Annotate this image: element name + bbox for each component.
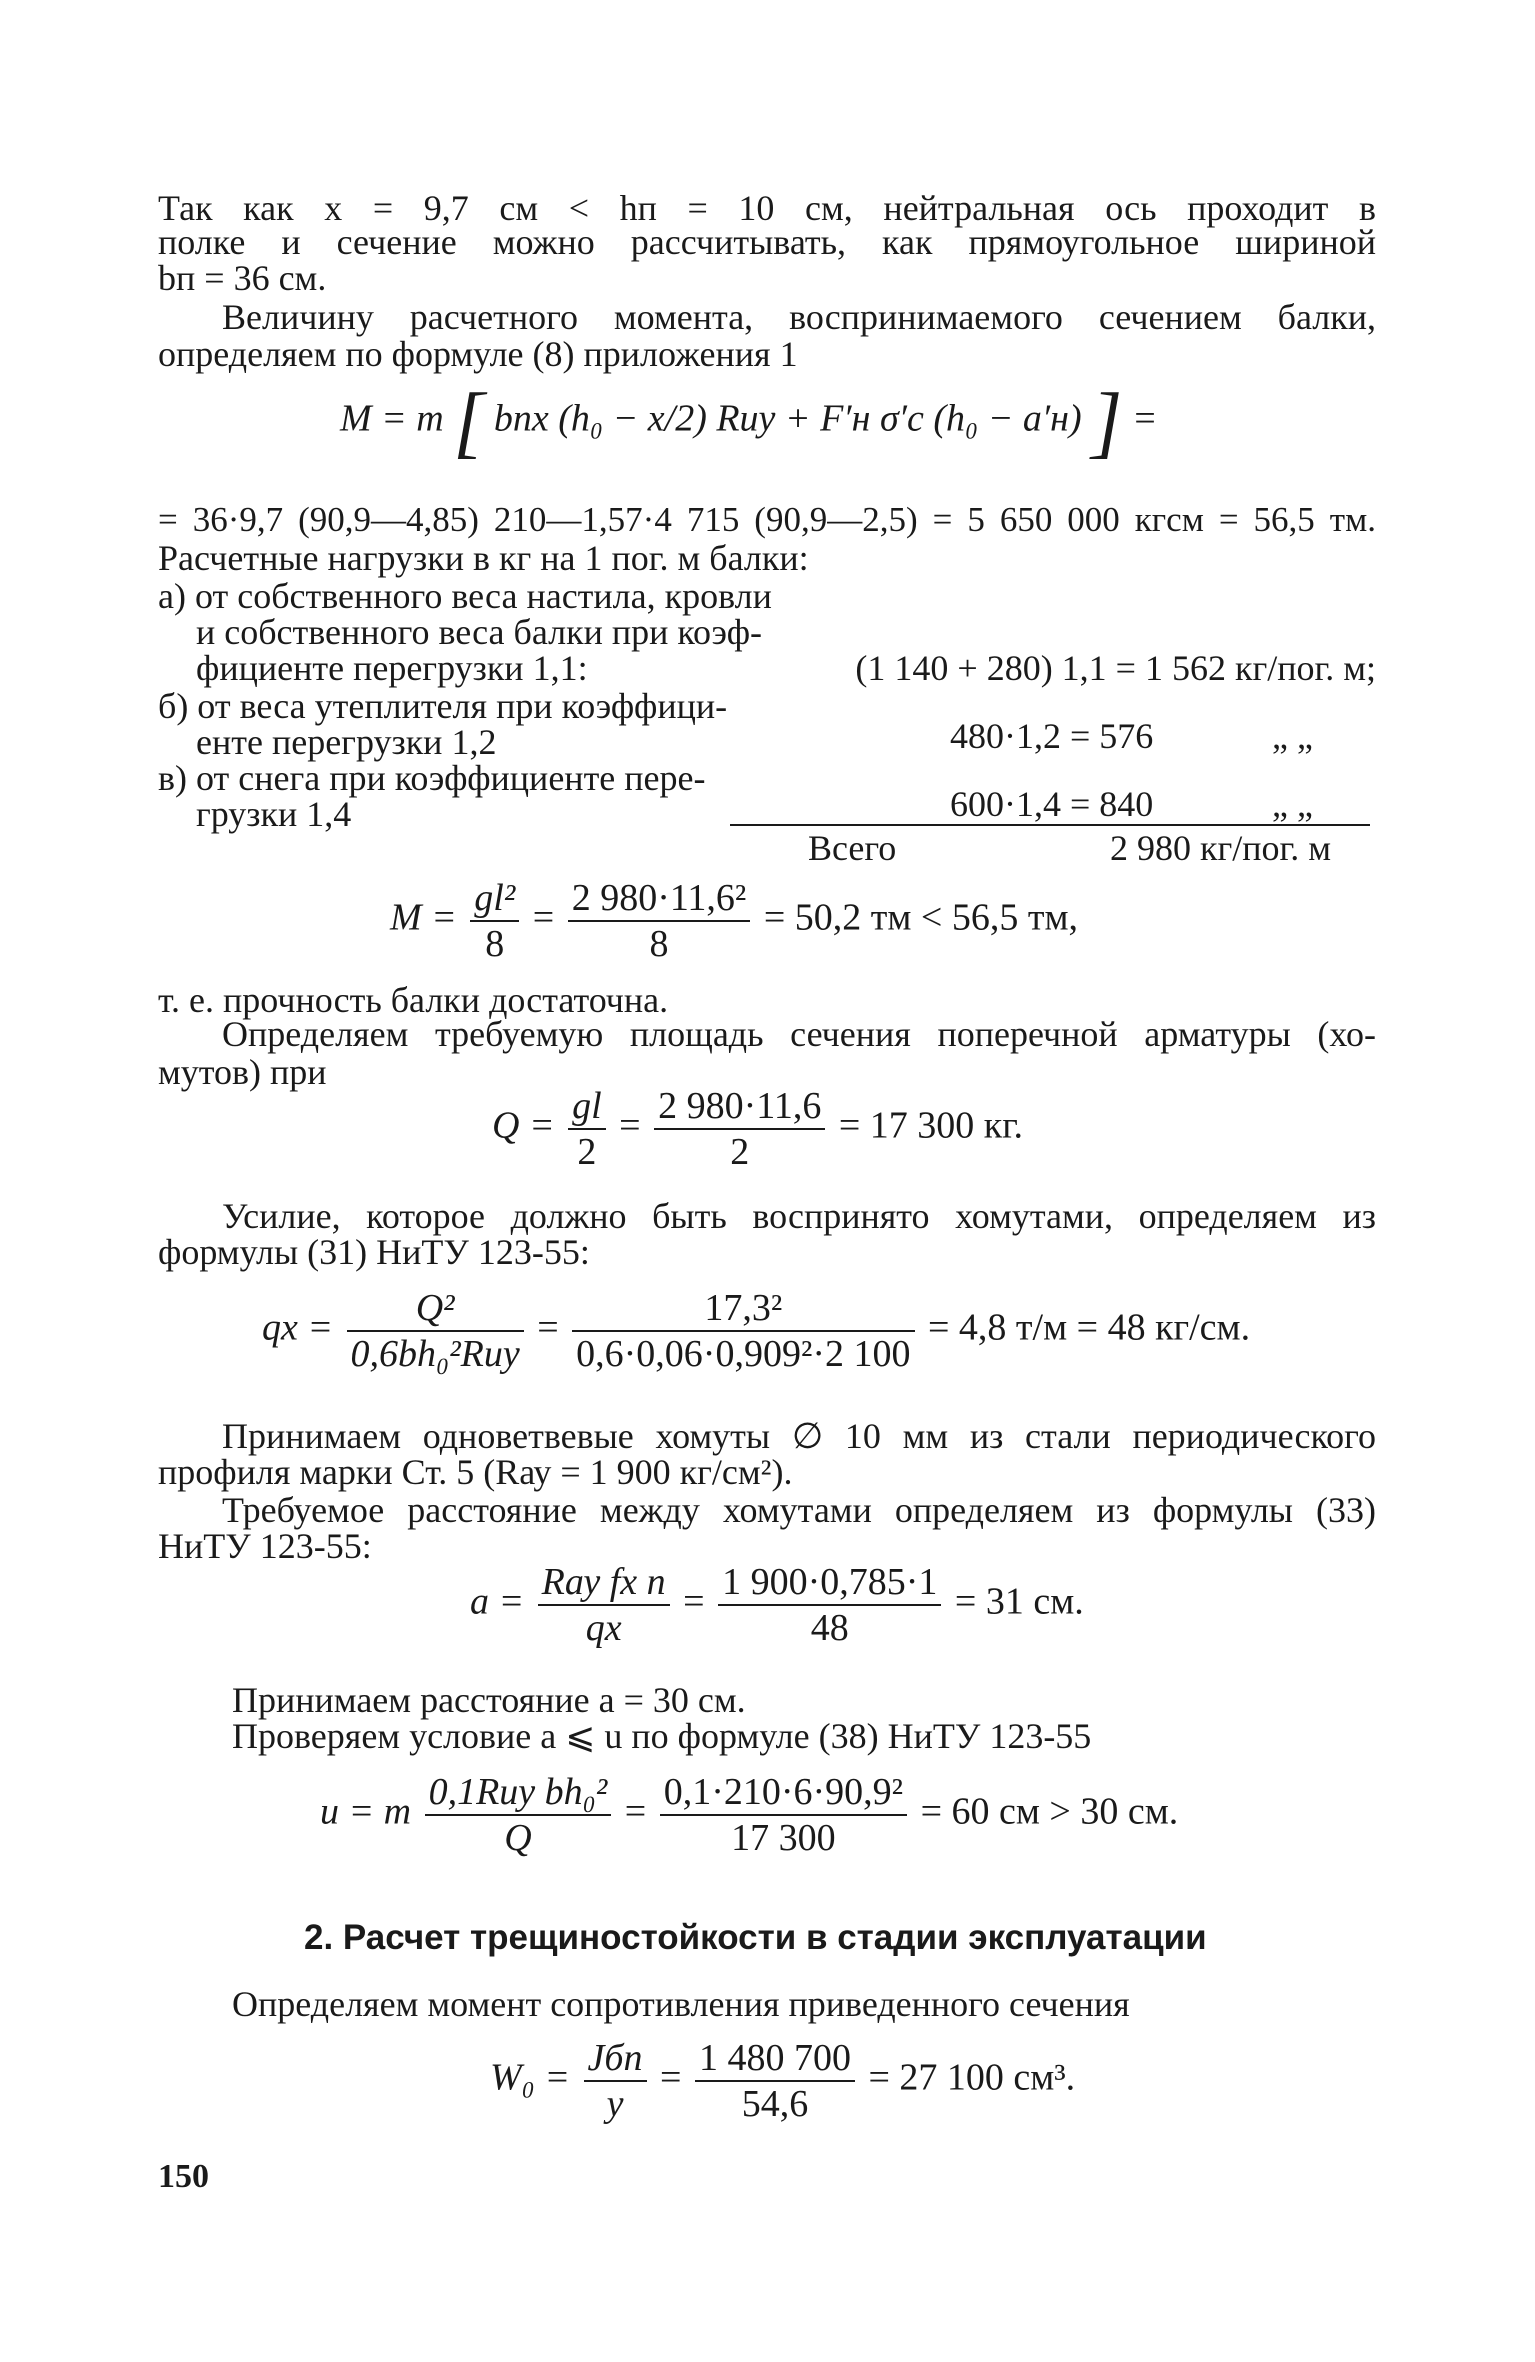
- denominator: qх: [585, 1607, 622, 1649]
- denominator: 8: [485, 923, 505, 965]
- eq-rhs: = 4,8 т/м = 48 кг/см.: [928, 1306, 1251, 1349]
- equation-a: a = $\frac{\text{Rау fх n}}{qх}$ = $\frac{1 900\cdot 0,785\cdot 1}{48}$ = 31 см.: [470, 1561, 1084, 1649]
- denominator: 0,6·0,06·0,909²·2 100: [576, 1333, 911, 1375]
- text-line: Усилие, которое должно быть воспринято хомутами, определяем из: [222, 1196, 1376, 1236]
- fraction: [654, 1084, 825, 1174]
- text-line: Так как x = 9,7 см < hп = 10 см, нейтральная ось проходит в: [158, 188, 1376, 228]
- text-line: Принимаем одноветвевые хомуты ∅ 10 мм из стали периодического: [222, 1416, 1376, 1456]
- load-c-line1: в) от снега при коэффициенте пере-: [158, 758, 706, 798]
- load-a-value: (1 140 + 280) 1,1 = 1 562 кг/пог. м;: [855, 648, 1376, 688]
- load-b-value: 480·1,2 = 576: [950, 716, 1154, 756]
- numerator: gl: [568, 1084, 606, 1130]
- section-heading: 2. Расчет трещиностойкости в стадии эксплуатации: [304, 1918, 1207, 1957]
- fraction: [347, 1286, 524, 1376]
- eq-lhs: qх =: [262, 1306, 334, 1349]
- eq-body: bпx (h₀ − x/2) Rиу + F′н σ′с (h₀ − a′н): [493, 397, 1082, 440]
- equation-W: W₀ = $\frac{\text{Jбп}}{y}$ = $\frac{1 480 700}{54,6}$ = 27 100 см³.: [490, 2037, 1076, 2125]
- numerator: Q²: [347, 1286, 524, 1332]
- bracket-close: ]: [1091, 378, 1123, 466]
- equation-Q: Q = $\frac{gl}{2}$ = $\frac{2 980\cdot 11,6}{2}$ = 17 300 кг.: [492, 1085, 1024, 1173]
- denominator: 8: [649, 923, 669, 965]
- eq-lhs: Q =: [492, 1104, 555, 1147]
- equation-M: M = $\frac{\text{gl²}}{8}$ = $\frac{\text{2 980·11,6²}}{8}$ = 50,2 тм < 56,5 тм,: [390, 877, 1078, 965]
- eq-rhs: = 17 300 кг.: [838, 1104, 1024, 1147]
- eq-lhs: a =: [470, 1580, 525, 1623]
- eq-lhs: M = m: [340, 397, 444, 440]
- eq-rhs: = 27 100 см³.: [868, 2056, 1076, 2099]
- numerator: 1 480 700: [695, 2036, 855, 2082]
- denominator: 2: [730, 1131, 750, 1173]
- denominator: 48: [810, 1607, 849, 1649]
- equation-moment-result: = 36·9,7 (90,9—4,85) 210—1,57·4 715 (90,9—2,5) = 5 650 000 кгсм = 56,5 тм.: [158, 500, 1376, 539]
- numerator: 17,3²: [572, 1286, 914, 1332]
- eq-lhs: u = m: [320, 1790, 412, 1833]
- text-line: т. е. прочность балки достаточна.: [158, 980, 669, 1020]
- eq-rhs: = 60 см > 30 см.: [920, 1790, 1179, 1833]
- text-line: профиля марки Ст. 5 (Rау = 1 900 кг/см²).: [158, 1452, 793, 1492]
- eq-rhs: = 31 см.: [954, 1580, 1084, 1623]
- text-line: Проверяем условие a ⩽ u по формуле (38) НиТУ 123-55: [232, 1716, 1092, 1756]
- text-line: мутов) при: [158, 1052, 327, 1092]
- text-line: Определяем требуемую площадь сечения поперечной арматуры (хо-: [222, 1014, 1376, 1054]
- denominator: 17 300: [731, 1817, 836, 1859]
- denominator: y: [606, 2083, 624, 2125]
- loads-intro: Расчетные нагрузки в кг на 1 пог. м балки:: [158, 538, 809, 578]
- ditto-mark: „ „: [1272, 784, 1313, 824]
- denominator: 2: [577, 1131, 597, 1173]
- numerator: Jбп: [584, 2036, 647, 2082]
- numerator: Rау fх n: [538, 1560, 670, 1606]
- fraction: [584, 2036, 647, 2126]
- total-label: Всего: [808, 828, 897, 868]
- equation-moment: [340, 378, 1158, 466]
- text-line: полке и сечение можно рассчитывать, как прямоугольное шириной: [158, 222, 1376, 262]
- numerator: 0,1Rиу bh₀²: [425, 1770, 612, 1816]
- eq-lhs: W₀ =: [490, 2056, 571, 2099]
- text-line: Определяем момент сопротивления приведенного сечения: [232, 1984, 1130, 2024]
- numerator: gl²: [470, 876, 519, 922]
- bracket-open: [: [453, 378, 485, 466]
- numerator: 2 980·11,6²: [568, 876, 751, 922]
- fraction: [568, 1084, 606, 1174]
- load-a-line3: фициенте перегрузки 1,1:: [196, 648, 588, 688]
- fraction: [660, 1770, 907, 1860]
- ditto-mark: „ „: [1272, 716, 1313, 756]
- sum-rule: [730, 824, 1370, 826]
- text-line: НиТУ 123-55:: [158, 1526, 372, 1566]
- load-a-line2: и собственного веса балки при коэф-: [196, 612, 763, 652]
- fraction: [572, 1286, 914, 1376]
- total-value: 2 980 кг/пог. м: [1110, 828, 1332, 868]
- denominator: 0,6bh₀²Rиу: [350, 1333, 520, 1375]
- fraction: [718, 1560, 941, 1650]
- text-line: Величину расчетного момента, воспринимаемого сечением балки,: [222, 297, 1376, 337]
- eq-lhs: M =: [390, 896, 457, 939]
- equation-u: u = m $\frac{\text{0,1Rиу bh₀²}}{Q}$ = $\frac{\text{0,1·210·6·90,9²}}{17 300}$ = 60 см > 30 см.: [320, 1771, 1179, 1859]
- fraction: [695, 2036, 855, 2126]
- page-number: 150: [158, 2158, 209, 2195]
- numerator: 0,1·210·6·90,9²: [660, 1770, 907, 1816]
- numerator: 2 980·11,6: [654, 1084, 825, 1130]
- text-line: определяем по формуле (8) приложения 1: [158, 334, 798, 374]
- eq-rhs: = 50,2 тм < 56,5 тм,: [763, 896, 1078, 939]
- text-line: Принимаем расстояние a = 30 см.: [232, 1680, 746, 1720]
- text-line: Требуемое расстояние между хомутами определяем из формулы (33): [222, 1490, 1376, 1530]
- text-line: bп = 36 см.: [158, 258, 327, 298]
- load-c-line2: грузки 1,4: [196, 794, 352, 834]
- text-line: формулы (31) НиТУ 123-55:: [158, 1232, 590, 1272]
- load-c-value: 600·1,4 = 840: [950, 784, 1154, 824]
- fraction: [470, 876, 519, 966]
- load-b-line1: б) от веса утеплителя при коэффици-: [158, 686, 728, 726]
- equation-q: qх = $\frac{\text{Q²}}{\text{0,6bh₀²Rиу}}$ = $\frac{\text{17,3²}}{\text{0,6·0,06·0,909²·2 100}}$ = 4,8 т/м = 48 кг/см.: [262, 1287, 1251, 1375]
- load-b-line2: енте перегрузки 1,2: [196, 722, 497, 762]
- eq-rhs: =: [1131, 397, 1158, 440]
- load-a-line1: а) от собственного веса настила, кровли: [158, 576, 772, 616]
- numerator: 1 900·0,785·1: [718, 1560, 941, 1606]
- denominator: 54,6: [741, 2083, 809, 2125]
- fraction: [568, 876, 751, 966]
- denominator: Q: [504, 1817, 532, 1859]
- fraction: [425, 1770, 612, 1860]
- fraction: [538, 1560, 670, 1650]
